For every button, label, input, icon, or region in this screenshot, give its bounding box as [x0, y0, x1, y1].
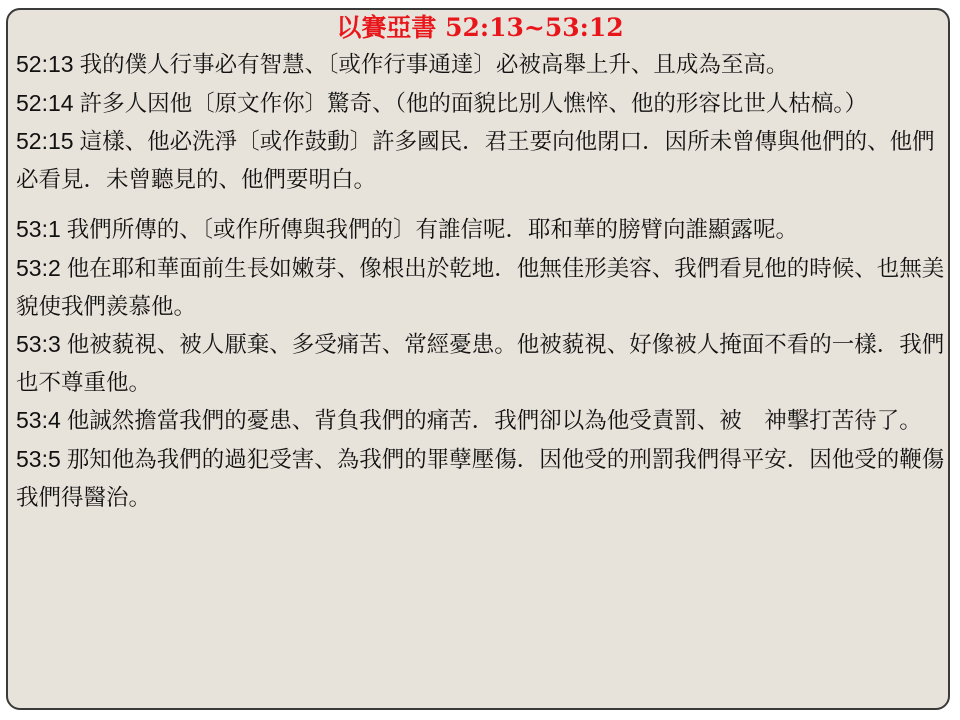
verse-list — [16, 46, 946, 517]
verse-text: 那知他為我們的過犯受害、為我們的罪孽壓傷．因他受的刑罰我們得平安．因他受的鞭傷我們得醫治。 — [16, 446, 945, 511]
verse-53-2 — [16, 250, 946, 326]
verse-text: 我的僕人行事必有智慧、〔或作行事通達〕必被高舉上升、且成為至高。 — [79, 52, 789, 78]
verse-ref: 52:13 — [16, 51, 74, 77]
verse-ref: 53:2 — [16, 254, 61, 281]
slide-title: 以賽亞書 52:13~53:12 — [336, 13, 624, 42]
verse-ref: 53:5 — [16, 445, 61, 472]
scripture-panel — [6, 8, 950, 710]
verse-text: 這樣、他必洗淨〔或作鼓動〕許多國民．君王要向他閉口．因所未曾傳與他們的、他們必看見．未曾聽見的、他們要明白。 — [16, 129, 935, 193]
verse-text: 他在耶和華面前生長如嫩芽、像根出於乾地．他無佳形美容、我們看見他的時候、也無美貌使我們羨慕他。 — [16, 255, 945, 320]
verse-53-4 — [16, 402, 946, 441]
verse-text: 他誠然擔當我們的憂患、背負我們的痛苦．我們卻以為他受責罰、被 神擊打苦待了。 — [66, 408, 922, 435]
verse-52-14 — [16, 85, 946, 124]
verse-53-3 — [16, 326, 946, 402]
verse-text: 許多人因他〔原文作你〕驚奇、（他的面貌比別人憔悴、他的形容比世人枯槁。） — [79, 90, 868, 117]
verse-53-5 — [16, 441, 946, 517]
verse-52-15 — [16, 123, 946, 199]
verse-ref: 53:4 — [16, 407, 61, 434]
verse-ref: 52:15 — [16, 128, 74, 155]
verse-text: 我們所傳的、〔或作所傳與我們的〕有誰信呢．耶和華的膀臂向誰顯露呢。 — [66, 217, 799, 244]
verse-ref: 52:14 — [16, 89, 74, 116]
verse-ref: 53:1 — [16, 216, 61, 243]
verse-ref: 53:3 — [16, 331, 61, 358]
verse-text: 他被藐視、被人厭棄、多受痛苦、常經憂患。他被藐視、好像被人掩面不看的一樣．我們也不尊重他。 — [16, 332, 945, 396]
verse-53-1 — [16, 211, 946, 250]
verse-52-13 — [16, 46, 946, 85]
